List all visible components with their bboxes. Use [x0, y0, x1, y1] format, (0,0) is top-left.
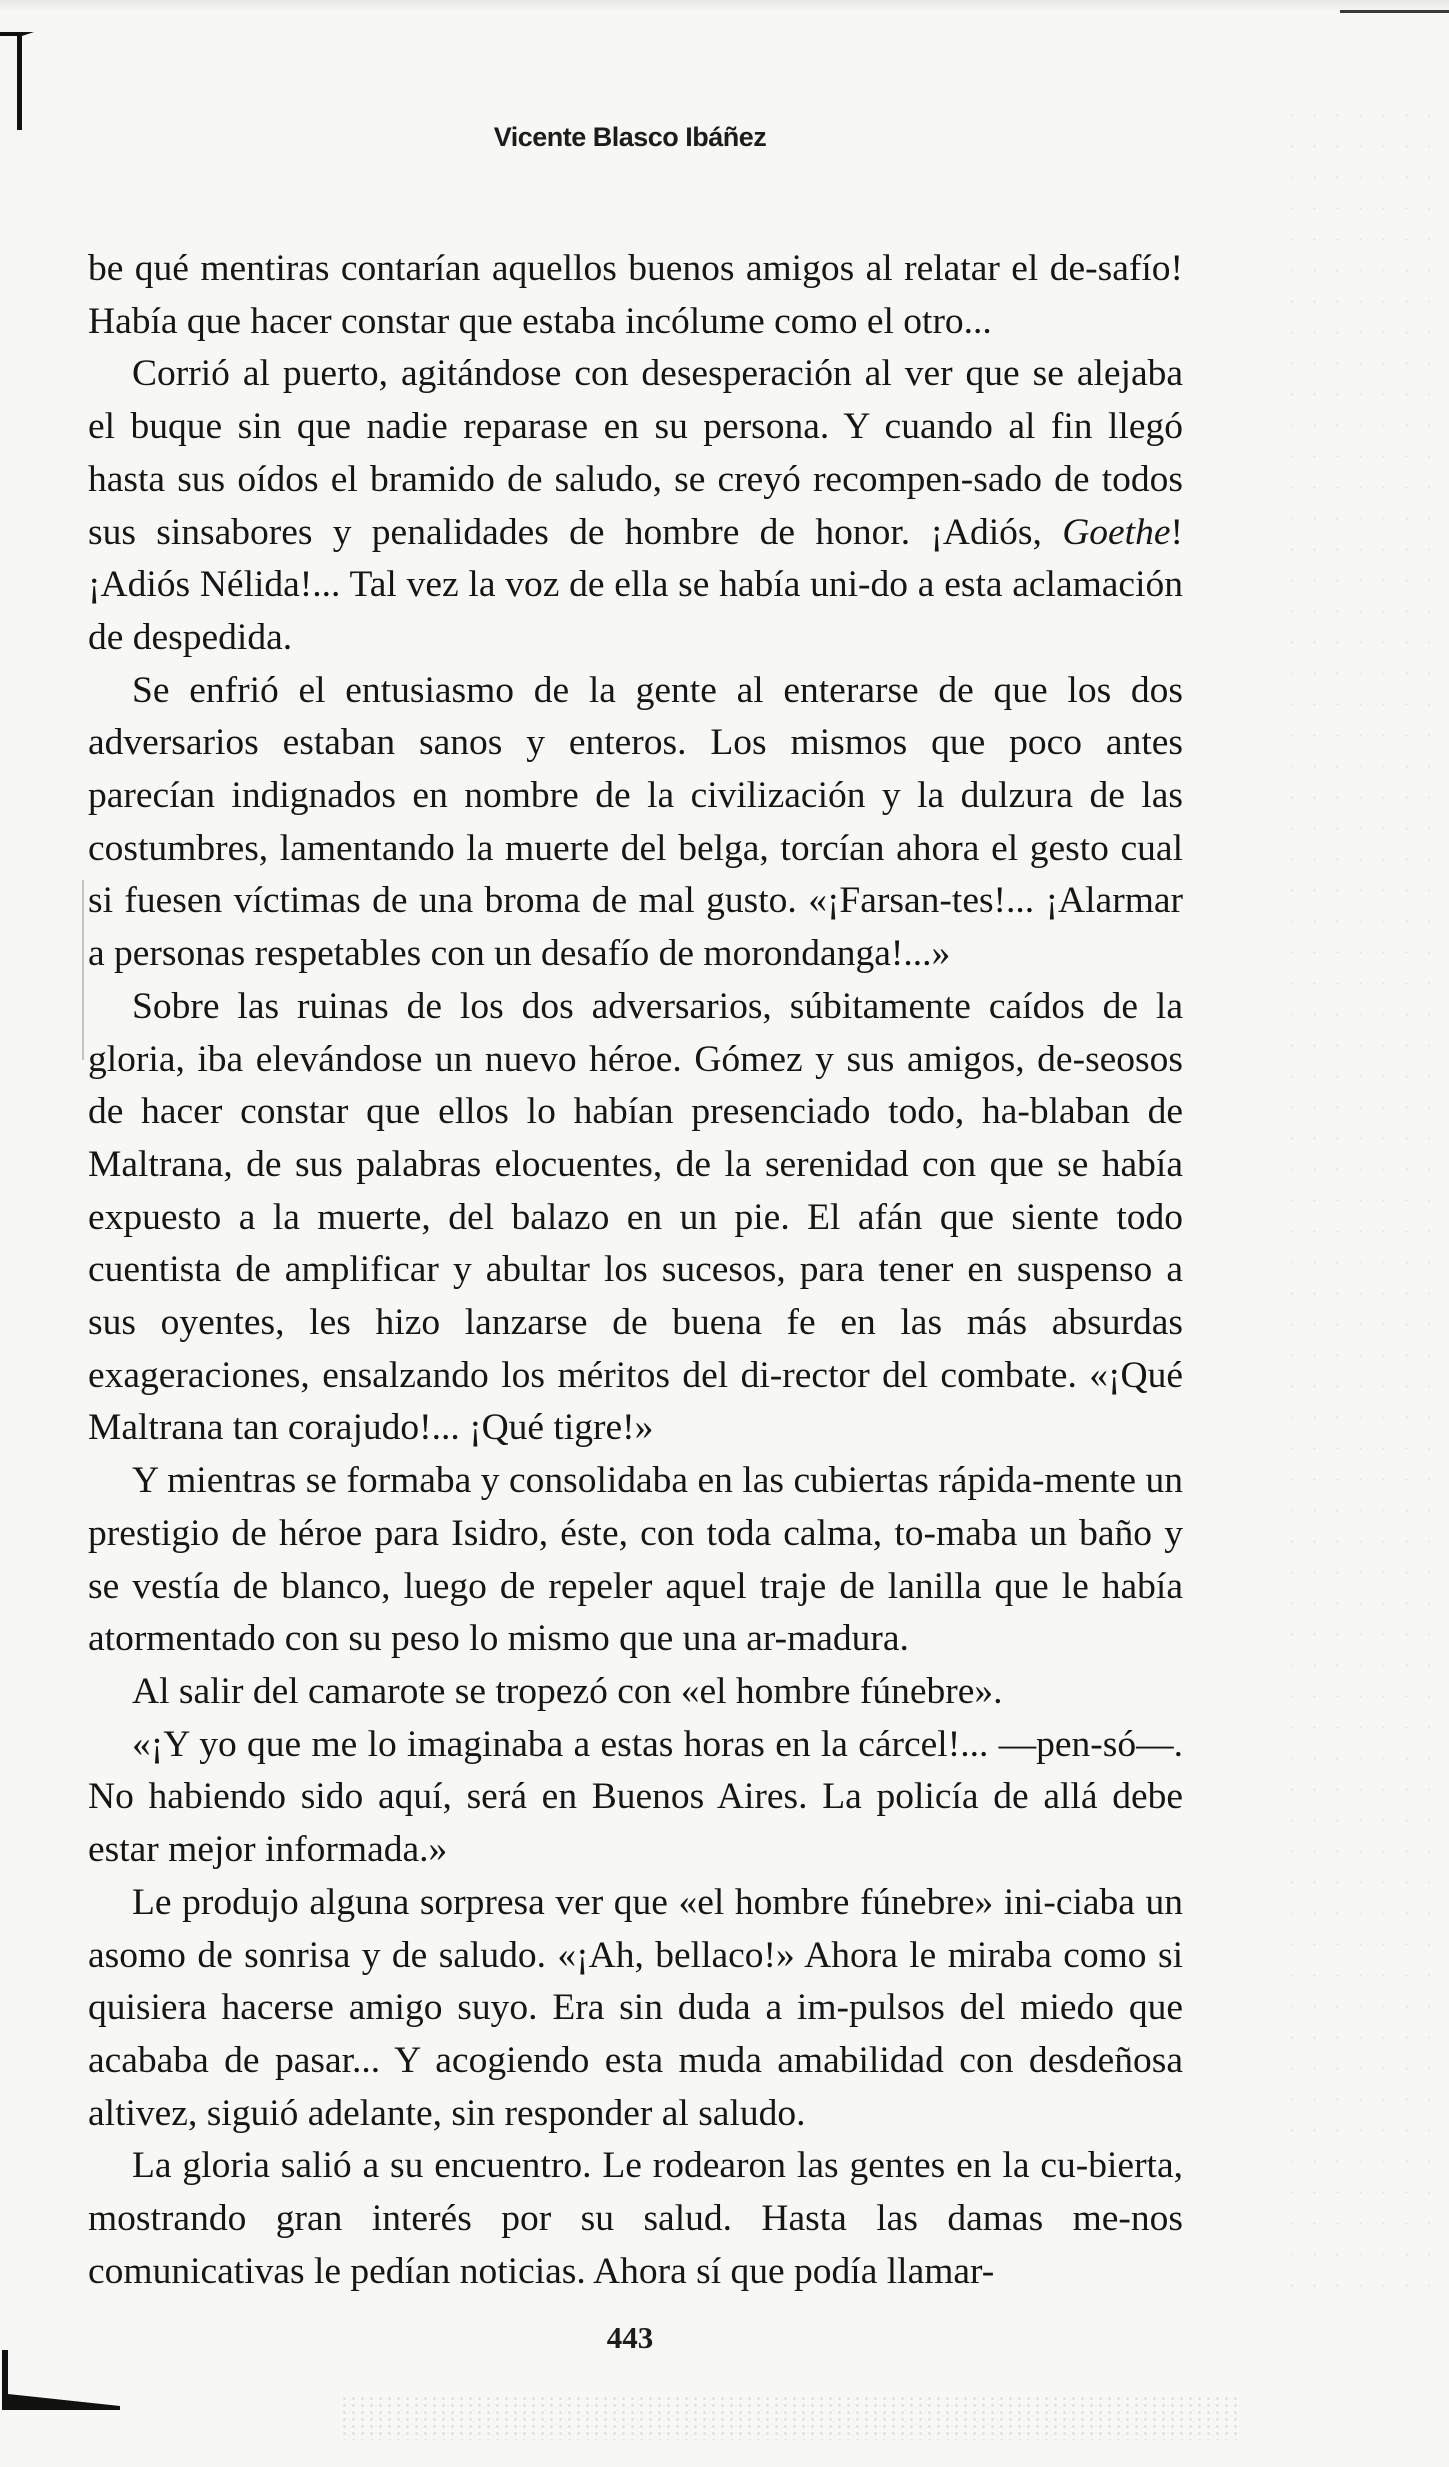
scan-noise-bottom	[340, 2395, 1240, 2440]
scan-top-edge	[0, 0, 1449, 12]
paragraph: «¡Y yo que me lo imaginaba a estas horas en la cárcel!... —pen-só—. No habiendo sido aquí, será en Buenos Aires. La policía de allá debe estar mejor informada.»	[88, 1723, 1183, 1871]
sentence: Corrió al puerto, agitándose con desesperación al ver que se alejaba el buque sin que nadie reparase en su persona. Y cuando al fin llegó hasta sus oídos el bramido de saludo, se creyó recompen-sado de todos sus sinsabores y penalidades de hombre de honor.	[88, 353, 1183, 553]
scan-gutter-line	[82, 880, 84, 1060]
paragraph	[88, 348, 1183, 664]
paragraph: Al salir del camarote se tropezó con «el hombre fúnebre».	[132, 1670, 1003, 1712]
paragraph: La gloria salió a su encuentro. Le rodearon las gentes en la cu-bierta, mostrando gran interés por su salud. Hasta las damas me-nos comunicativas le pedían noticias. Ahora sí que podía llamar-	[88, 2145, 1183, 2292]
page-body	[88, 243, 1183, 2298]
scan-noise-margin	[1280, 100, 1430, 2300]
paragraph: Y mientras se formaba y consolidaba en las cubiertas rápida-mente un prestigio de héroe para Isidro, éste, con toda calma, to-maba un baño y se vestía de blanco, luego de repeler aquel traje de lanilla que le había atormentado con su peso lo mismo que una ar-madura.	[88, 1460, 1183, 1660]
sentence: ¡Adiós,	[930, 511, 1042, 553]
page-number: 443	[606, 2320, 654, 2355]
paragraph: Le produjo alguna sorpresa ver que «el hombre fúnebre» ini-ciaba un asomo de sonrisa y de saludo. «¡Ah, bellaco!» Ahora le miraba como si quisiera hacerse amigo suyo. Era sin duda a im-pulsos del miedo que acababa de pasar... Y acogiendo esta muda amabilidad con desdeñosa altivez, siguió adelante, sin responder al saludo.	[88, 1881, 1183, 2134]
paragraph: Sobre las ruinas de los dos adversarios, súbitamente caídos de la gloria, iba elevándose un nuevo héroe. Gómez y sus amigos, de-seosos de hacer constar que ellos lo habían presenciado todo, ha-blaban de Maltrana, de sus palabras elocuentes, de la serenidad con que se había expuesto a la muerte, del balazo en un pie. El afán que siente todo cuentista de amplificar y abultar los sucesos, para tener en suspenso a sus oyentes, les hizo lanzarse de buena fe en las más absurdas exageraciones, ensalzando los méritos del di-rector del combate. «¡Qué Maltrana tan corajudo!... ¡Qué tigre!»	[88, 985, 1183, 1449]
paragraph: Se enfrió el entusiasmo de la gente al enterarse de que los dos adversarios estaban sanos y enteros. Los mismos que poco antes parecían indignados en nombre de la civilización y la dulzura de las costumbres, lamentando la muerte del belga, torcían ahora el gesto cual si fuesen víctimas de una broma de mal gusto. «¡Farsan-tes!... ¡Alarmar a personas respetables con un desafío de morondanga!...»	[88, 669, 1183, 975]
scan-rule	[1340, 10, 1449, 13]
running-head: Vicente Blasco Ibáñez	[493, 122, 767, 152]
crop-mark-top-icon	[0, 20, 40, 130]
paragraph: be qué mentiras contarían aquellos buenos amigos al relatar el de-safío! Había que hacer constar que estaba incólume como el otro...	[88, 248, 1183, 342]
crop-mark-bottom-icon	[0, 2350, 140, 2420]
ship-name: Goethe	[1062, 511, 1171, 553]
sentence: ! ¡Adiós Nélida!... Tal vez la voz de ella se había uni-do a esta aclamación de despedida.	[88, 511, 1183, 658]
